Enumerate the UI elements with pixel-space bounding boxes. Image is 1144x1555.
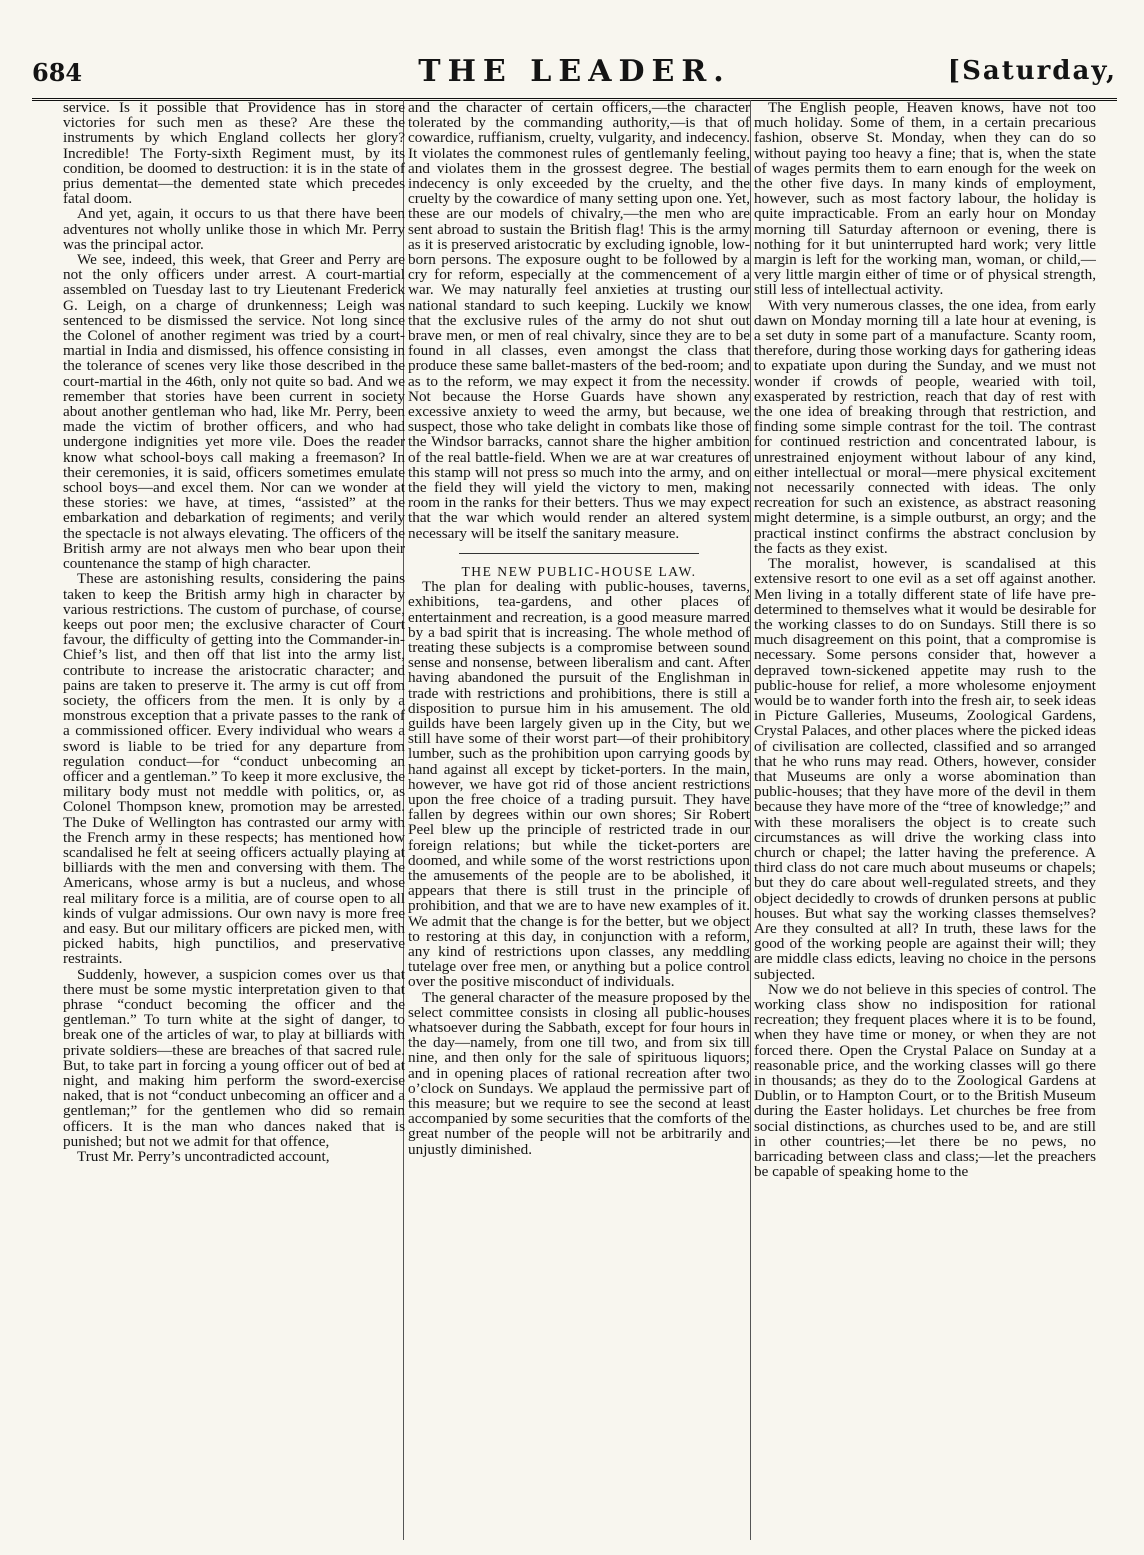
column-left	[63, 100, 405, 1540]
column-right	[754, 100, 1096, 1540]
masthead	[32, 52, 1117, 101]
column-divider	[750, 100, 751, 1540]
paragraph: The English people, Heaven knows, have not too much holiday. Some of them, in a certain precarious fashion, observe St. Monday, when they can do so without paying too heavy a fine; that is, when the state of wages permits them to earn enough for the week on the other five days. In many kinds of employment, however, such as most factory labour, the holiday is quite impracticable. From an early hour on Monday morning till Saturday afternoon or evening, there is nothing for it but uninterrupted hard work; very little margin is left for the working man, woman, or child,—very little margin either of time or of physical strength, still less of intellectual activity.	[754, 100, 1096, 299]
paragraph: The plan for dealing with public-houses, taverns, exhibitions, tea-gardens, and other places of entertainment and recreation, is a good measure marred by a bad spirit that is increasing. The whole method of treating these subjects is a compromise between sound sense and nonsense, between liberalism and cant. After having abandoned the pursuit of the Englishman in trade with restrictions and prohibitions, there is still a disposition to pursue him in his amusement. The old guilds have been largely given up in the City, but we still have some of their worst part—of their prohibitory lumber, such as the prohibition upon carrying goods by hand against all except by ticket-porters. In the main, however, we have got rid of those ancient restrictions upon the free choice of a trading pursuit. They have fallen by degrees within our own shores; Sir Robert Peel blew up the principle of restricted trade in our foreign relations; but while the ticket-porters are doomed, and while some of the worst restrictions upon the amusements of the people are to be abolished, it appears that there is still trust in the principle of prohibition, and that we are to have new examples of it. We admit that the change is for the better, but we object to restoring at this day, in conjunction with a reform, any kind of restrictions upon classes, any meddling tutelage over free men, or anything but a police control over the positive misconduct of individuals.	[408, 578, 750, 991]
paragraph: Trust Mr. Perry’s uncontradicted account,	[77, 1148, 330, 1166]
paragraph: Suddenly, however, a suspicion comes over us that there must be some mystic interpretation given to that phrase “conduct becoming the officer and the gentleman.” To turn white at the sight of danger, to break one of the articles of war, to play at billiards with private soldiers—these are breaches of that sacred rule. But, to take part in forcing a young officer out of bed at night, and making him perform the sword-exercise naked, that is not “conduct unbecoming an officer and a gentleman;” for the gentlemen who did so remain officers. It is the man who dances naked that is punished; but not we admit for that offence,	[63, 965, 405, 1150]
page-number: 684	[32, 58, 83, 87]
paragraph: and the character of certain officers,—the character tolerated by the commanding authority,—is that of cowardice, ruffianism, cruelty, vulgarity, and indecency. It violates the commonest rules of gentlemanly feeling, and violates them in the grossest degree. The bestial indecency is only exceeded by the cruelty, and the cruelty by the cowardice of many setting upon one. Yet, these are our models of chivalry,—the men who are sent abroad to sustain the British flag! This is the army as it is preserved aristocratic by excluding ignoble, low-born persons. The exposure ought to be followed by a cry for reform, especially at the commencement of a war. We may naturally feel anxieties at trusting our national standard to such keeping. Luckily we know that the exclusive rules of the army do not shut out brave men, or men of real chivalry, since they are to be found in all classes, even amongst the class that produce these same ballet-masters of the bed-room; and as to the reform, we may expect it from the necessity. Not because the Horse Guards have shown any excessive anxiety to weed the army, but because, we suspect, those who take delight in combats like those of the Windsor barracks, cannot share the higher ambition of the real battle-field. When we are at war creatures of this stamp will not press so much into the army, and on the field they will yield the victory to men, making room in the ranks for their betters. Thus we may expect that the war which would render an altered system necessary will be itself the sanitary measure.	[408, 100, 750, 542]
column-middle	[408, 100, 750, 1540]
paragraph: We see, indeed, this week, that Greer and Perry are not the only officers under arrest. A court-martial assembled on Tuesday last to try Lieutenant Frederick G. Leigh, on a charge of drunkenness; Leigh was sentenced to be dismissed the service. Not long since the Colonel of another regiment was tried by a court-martial in India and dismissed, his offence consisting in the tolerance of scenes very like those described in the court-martial in the 46th, only not quite so bad. And we remember that stories have been current in society about another gentleman who had, like Mr. Perry, been made the victim of brother officers, and who had undergone indignities yet more vile. Does the reader know what school-boys call making a freemason? In their ceremonies, it is said, officers sometimes emulate school boys—and excel them. Nor can we wonder at these stories: we have, at times, “assisted” at the embarkation and debarkation of regiments; and verily the spectacle is not always elevating. The officers of the British army are not always men who bear upon their countenance the stamp of high character.	[63, 251, 405, 573]
article-heading: THE NEW PUBLIC-HOUSE LAW.	[461, 563, 697, 579]
paragraph: The general character of the measure proposed by the select committee consists in closing all public-houses whatsoever during the Sabbath, except for four hours in the day—namely, from one till two, and from six till nine, and then only for the sale of spirituous liquors; and in opening places of rational recreation after two o’clock on Sundays. We applaud the permissive part of this measure; but we require to see the second at least accompanied by some securities that the comforts of the great number of the people will not be arbitrarily and unjustly diminished.	[408, 988, 750, 1158]
paragraph: And yet, again, it occurs to us that there have been adventures not wholly unlike those in which Mr. Perry was the principal actor.	[63, 205, 405, 253]
paragraph: The moralist, however, is scandalised at this extensive resort to one evil as a set off against another. Men living in a totally different state of life have pre-determined to themselves what it would be desirable for the working classes to do on Sundays. Still there is so much disagreement on this point, that a compromise is necessary. Some persons consider that, however a depraved town-sickened appetite may rush to the public-house for relief, a more wholesome enjoyment would be to wander forth into the fresh air, to seek ideas in Picture Galleries, Museums, Zoological Gardens, Crystal Palaces, and other places where the picked ideas of civilisation are collected, classified and so arranged that he who runs may read. Others, however, consider that Museums are only a worse abomination than public-houses; that they have more of the devil in them because they have more of the “tree of knowledge;” and with these moralisers the object is to create such circumstances as will drive the working class into church or chapel; the latter having the preference. A third class do not care much about museums or chapels; but they do care about well-regulated streets, and they object decidedly to crowds of drunken persons at public houses. But what say the working classes themselves? Are they consulted at all? In truth, these laws for the good of the working people are against their will; they are middle class edicts, leaving no choice in the persons subjected.	[754, 555, 1096, 983]
issue-day: [Saturday,	[947, 56, 1117, 86]
paragraph: service. Is it possible that Providence has in store victories for such men as these? Are these the instruments by which England collects her glory? Incredible! The Forty-sixth Regiment must, by its condition, be doomed to destruction: it is in the state of prius dementat—the demented state which precedes fatal doom.	[63, 100, 405, 208]
paragraph: Now we do not believe in this species of control. The working class show no indisposition for rational recreation; they frequent places where it is to be found, when they have time or money, or when they are not forced there. Open the Crystal Palace on Sunday at a reasonable price, and the working classes will go there in thousands; as they do to the Zoological Gardens at Dublin, or to Hampton Court, or to the British Museum during the Easter holidays. Let churches be free from social distinctions, as churches used to be, and are still in other countries;—let there be no pews, no barricading between class and class;—let the preachers be capable of speaking home to the	[754, 980, 1096, 1181]
section-separator	[459, 553, 699, 554]
paragraph: With very numerous classes, the one idea, from early dawn on Monday morning till a late hour at evening, is a set duty in some part of a manufacture. Scanty room, therefore, during those working days for gathering ideas to expatiate upon during the Sunday, and we must not wonder if crowds of people, wearied with toil, exasperated by restriction, reach that day of rest with the one idea of breaking through that restriction, and finding some simple contrast for the toil. The contrast for continued restriction and concentrated labour, is unrestrained enjoyment without labour of any kind, either intellectual or moral—mere physical excitement not necessarily connected with ideas. The only recreation for such an existence, as abstract reasoning might determine, is a simple outburst, an orgy; and the practical instinct confirms the abstract conclusion by the facts as they exist.	[754, 296, 1096, 557]
newspaper-title: THE LEADER.	[418, 54, 731, 89]
paragraph: These are astonishing results, considering the pains taken to keep the British army high in character by various restrictions. The custom of purchase, of course, keeps out poor men; the exclusive character of Court favour, the difficulty of getting into the Commander-in-Chief’s list, and then off that list into the army list, contribute to increase the aristocratic character; and pains are taken to preserve it. The army is cut off from society, the officers from the men. It is only by a monstrous exception that a private passes to the rank of a commissioned officer. Every individual who wears a sword is liable to be tried for any departure from regulation conduct—for “conduct unbecoming an officer and a gentleman.” To keep it more exclusive, the military body must not meddle with politics, or, as Colonel Thompson knew, promotion may be arrested. The Duke of Wellington has contrasted our army with the French army in these respects; has mentioned how scandalised he felt at seeing officers actually playing at billiards with the men and conversing with them. The Americans, whose army is but a nucleus, and whose real military force is a militia, are of course open to all kinds of vulgar admissions. Our own navy is more free and easy. But our military officers are picked men, with picked habits, high punctilios, and preservative restraints.	[63, 570, 405, 968]
